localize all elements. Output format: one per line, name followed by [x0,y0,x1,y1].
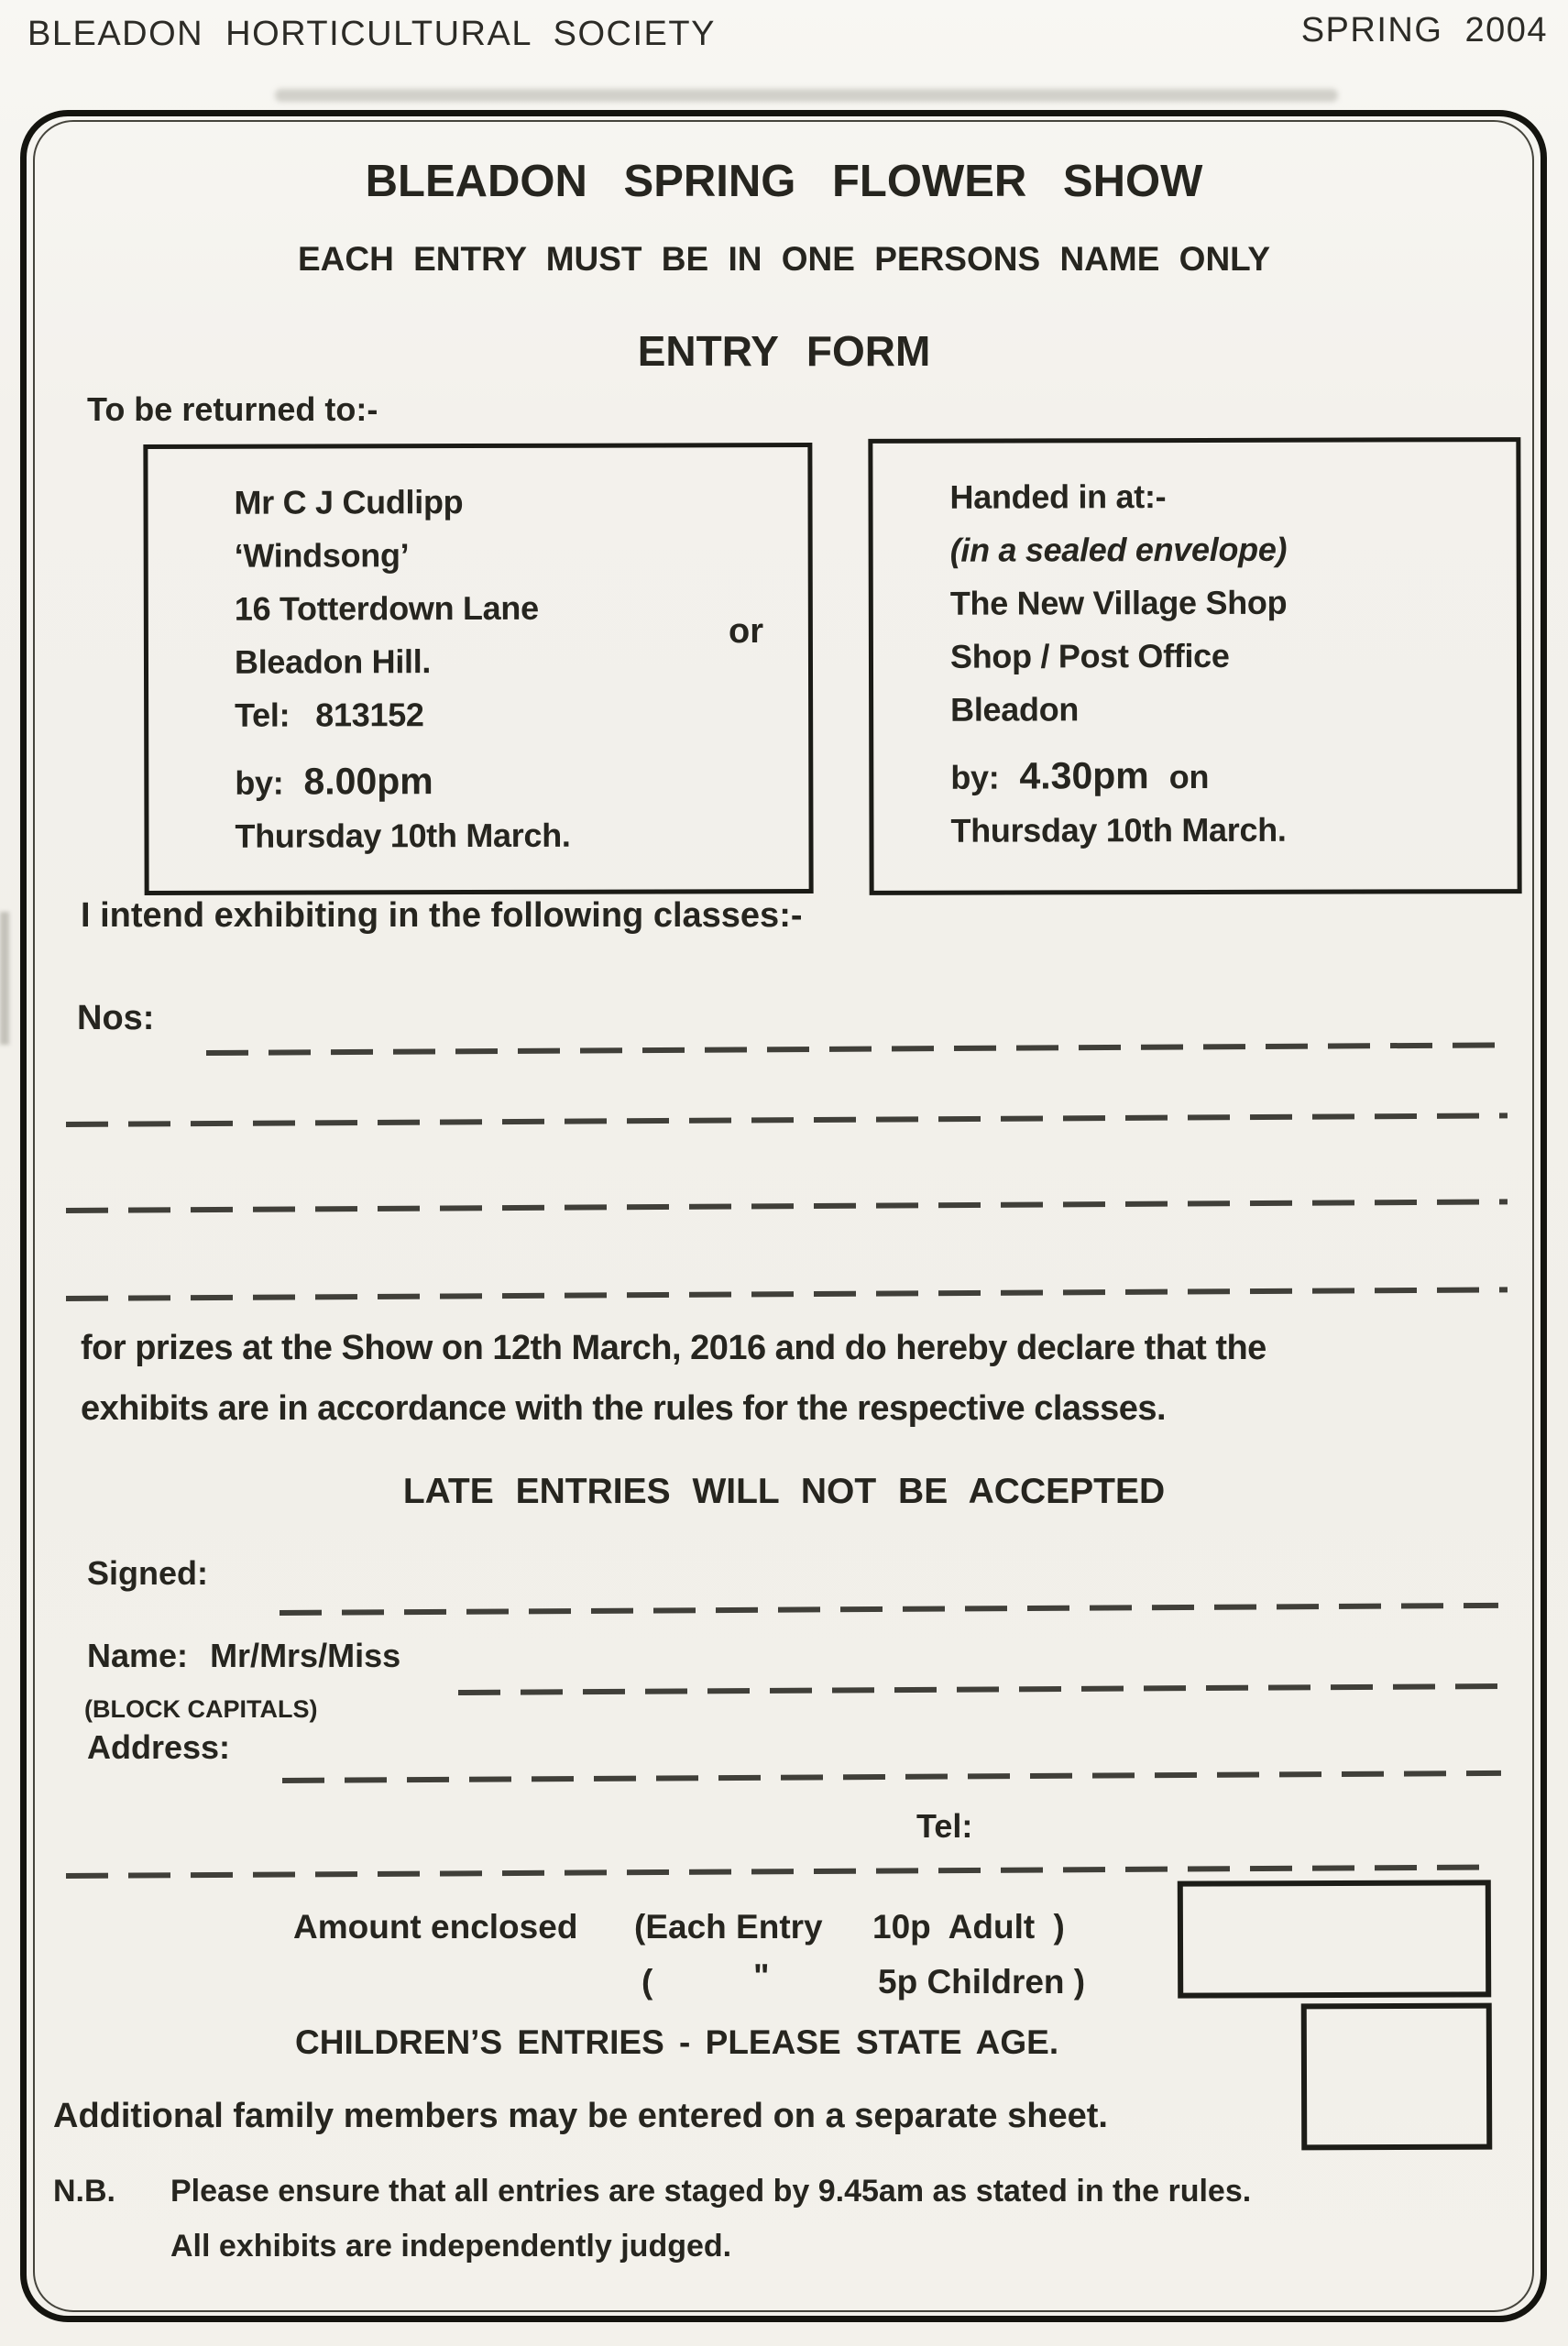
or-label: or [729,612,763,651]
children-entries-notice: CHILDREN’S ENTRIES - PLEASE STATE AGE. [295,2023,1059,2061]
postal-line: ‘Windsong’ [234,536,410,575]
age-box[interactable] [1301,2003,1493,2151]
adult-fee-label: 10p Adult ) [872,1908,1065,1946]
postal-line: 16 Totterdown Lane [234,588,539,628]
late-entries-notice: LATE ENTRIES WILL NOT BE ACCEPTED [402,1472,1166,1511]
postal-by-time: 8.00pm [303,760,433,803]
handin-line: Handed in at:- [949,477,1167,516]
signed-label: Signed: [87,1554,208,1592]
scan-artifact-streak [0,912,9,1045]
nos-label: Nos: [77,999,155,1037]
society-header: BLEADON HORTICULTURAL SOCIETY [27,15,716,53]
scan-artifact-band [275,89,1338,102]
handin-by-suffix: on [1168,757,1210,796]
declaration-line-2: exhibits are in accordance with the rules for the respective classes. [81,1389,1167,1428]
postal-by-label: by: [235,763,284,802]
nb-text-2: All exhibits are independently judged. [170,2229,732,2264]
declaration-line-1: for prizes at the Show on 12th March, 2016 and do hereby declare that the [81,1329,1266,1367]
postal-line: Mr C J Cudlipp [234,483,464,521]
ditto-mark: " [753,1957,770,1995]
postal-tel-label: Tel: [235,696,291,734]
name-row [87,1637,400,1675]
handin-line: Shop / Post Office [949,636,1230,675]
tel-label: Tel: [916,1807,973,1845]
handin-by-date: Thursday 10th March. [950,810,1287,850]
form-title: BLEADON SPRING FLOWER SHOW [365,157,1203,206]
nb-text-1: Please ensure that all entries are staged by 9.45am as stated in the rules. [170,2174,1252,2209]
postal-by-date: Thursday 10th March. [235,816,571,855]
handin-line: The New Village Shop [949,583,1288,622]
amount-box[interactable] [1178,1880,1491,1998]
intend-text: I intend exhibiting in the following classes:- [81,896,803,935]
postal-tel-value: 813152 [315,696,424,734]
each-entry-label: (Each Entry [634,1908,823,1946]
handin-by-time: 4.30pm [1019,754,1149,797]
form-heading: ENTRY FORM [637,327,931,375]
children-fee-label: 5p Children ) [878,1963,1086,2001]
handin-line: Bleadon [950,690,1080,729]
handin-by-label: by: [950,758,1000,796]
postal-line: Bleadon Hill. [234,642,432,681]
issue-header: SPRING 2004 [1300,11,1548,49]
block-capitals-note: (BLOCK CAPITALS) [84,1695,318,1723]
address-label: Address: [87,1728,231,1766]
postal-address-box [143,443,813,895]
return-to-label: To be returned to:- [87,390,378,428]
ditto-open-paren: ( [641,1963,653,2001]
handin-box [868,437,1521,895]
additional-note: Additional family members may be entered on a separate sheet. [53,2097,1108,2135]
name-titles: Mr/Mrs/Miss [210,1637,401,1674]
amount-enclosed-label: Amount enclosed [293,1908,578,1946]
name-label: Name: [87,1637,189,1674]
handin-envelope-note: (in a sealed envelope) [949,530,1288,569]
form-subtitle: EACH ENTRY MUST BE IN ONE PERSONS NAME ONLY [297,240,1271,278]
nb-label: N.B. [53,2174,115,2209]
